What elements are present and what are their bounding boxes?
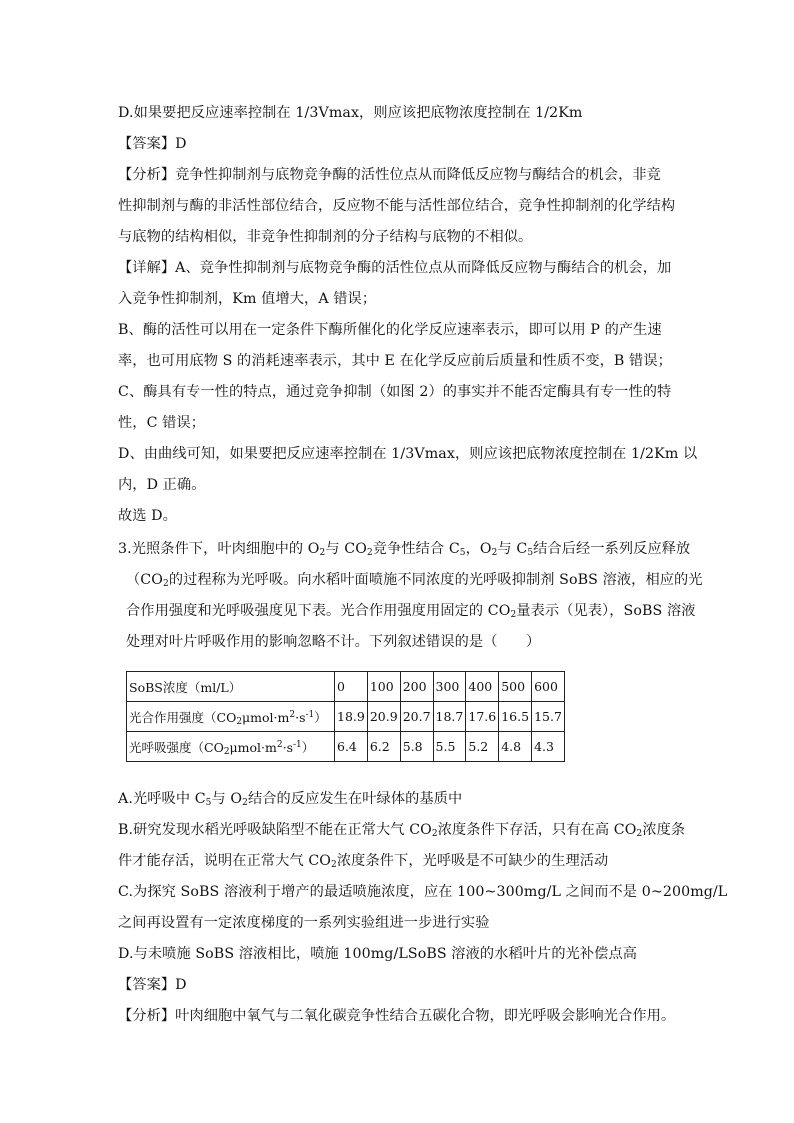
- detail-line-6: 性，C 错误；: [118, 415, 206, 431]
- table-cell: 0: [335, 672, 368, 702]
- table-cell: 5.8: [400, 732, 433, 762]
- answer-line-2: 【答案】D: [118, 977, 187, 993]
- table-cell: 6.4: [335, 732, 368, 762]
- detail-line-4: 率，也可用底物 S 的消耗速率表示，其中 E 在化学反应前后质量和性质不变，B 错误；: [118, 353, 672, 369]
- sobs-data-table: [126, 671, 565, 762]
- detail-line-2: 入竞争性抑制剂，Km 值增大，A 错误；: [118, 291, 377, 307]
- analysis-line-2: 性抑制剂与酶的非活性部位结合，反应物不能与活性部位结合，竞争性抑制剂的化学结构: [118, 198, 676, 214]
- question-3-line-2: （$CO_2$的过程称为光呼吸。向水稻叶面喷施不同浓度的光呼吸抑制剂 SoBS 溶液，相应的光: [126, 572, 703, 589]
- detail-line-7: D、由曲线可知，如果要把反应速率控制在 1/3Vmax，则应该把底物浓度控制在 1/2Km 以: [118, 446, 698, 462]
- detail-line-1: 【详解】A、竞争性抑制剂与底物竞争酶的活性位点从而降低反应物与酶结合的机会，加: [118, 260, 672, 276]
- table-header-label: SoBS浓度（ml/L）: [127, 672, 335, 702]
- option-d-line: D.如果要把反应速率控制在 1/3Vmax，则应该把底物浓度控制在 1/2Km: [118, 105, 583, 121]
- table-cell: 4.3: [532, 732, 565, 762]
- table-cell: 20.9: [367, 702, 400, 732]
- table-cell: 18.7: [433, 702, 466, 732]
- question-3-line-4: 处理对叶片呼吸作用的影响忽略不计。下列叙述错误的是（ ）: [126, 634, 541, 650]
- answer-line: 【答案】D: [118, 136, 187, 152]
- table-cell: 20.7: [400, 702, 433, 732]
- table-row-label: 光呼吸强度$(CO_2\mu mol\cdot m^2\cdot s^{-1})$: [127, 732, 335, 762]
- table-cell: 600: [532, 672, 565, 702]
- table-cell: 400: [466, 672, 499, 702]
- option-c-line-1: C.为探究 SoBS 溶液利于增产的最适喷施浓度，应在 100~300mg/L 之间而不是 0~200mg/L: [118, 884, 728, 900]
- table-cell: 500: [499, 672, 532, 702]
- question-3-line-1: 3.光照条件下，叶肉细胞中的 $O_2$与 $CO_2$竞争性结合 $C_5$，$O_2$与 $C_5$结合后经一系列反应释放: [118, 541, 691, 558]
- table-cell: 4.8: [499, 732, 532, 762]
- table-cell: 5.5: [433, 732, 466, 762]
- option-b-line-1: B.研究发现水稻光呼吸缺陷型不能在正常大气 $CO_2$浓度条件下存活，只有在高 $CO_2$浓度条: [118, 822, 686, 839]
- analysis-line-final: 【分析】叶肉细胞中氧气与二氧化碳竞争性结合五碳化合物，即光呼吸会影响光合作用。: [118, 1008, 676, 1024]
- table-row-photosynthesis: [127, 702, 565, 732]
- table-cell: 200: [400, 672, 433, 702]
- table-row-photorespiration: [127, 732, 565, 762]
- table-cell: 6.2: [367, 732, 400, 762]
- detail-line-3: B、酶的活性可以用在一定条件下酶所催化的化学反应速率表示，即可以用 P 的产生速: [118, 322, 662, 338]
- table-cell: 15.7: [532, 702, 565, 732]
- table-cell: 16.5: [499, 702, 532, 732]
- table-cell: 300: [433, 672, 466, 702]
- analysis-line-3: 与底物的结构相似，非竞争性抑制剂的分子结构与底物的不相似。: [118, 229, 533, 245]
- analysis-line-1: 【分析】竞争性抑制剂与底物竞争酶的活性位点从而降低反应物与酶结合的机会，非竞: [118, 167, 661, 183]
- detail-line-5: C、酶具有专一性的特点，通过竞争抑制（如图 2）的事实并不能否定酶具有专一性的特: [118, 384, 672, 400]
- table-header-row: [127, 672, 565, 702]
- option-b-line-2: 件才能存活，说明在正常大气 $CO_2$浓度条件下，光呼吸是不可缺少的生理活动: [118, 853, 609, 870]
- table-cell: 100: [367, 672, 400, 702]
- option-c-line-2: 之间再设置有一定浓度梯度的一系列实验组进一步进行实验: [118, 915, 490, 931]
- table-row-label: 光合作用强度$(CO_2\mu mol\cdot m^2\cdot s^{-1})$: [127, 702, 335, 732]
- table-cell: 17.6: [466, 702, 499, 732]
- table-cell: 5.2: [466, 732, 499, 762]
- table-cell: 18.9: [335, 702, 368, 732]
- option-a-line: A.光呼吸中 $C_5$与 $O_2$结合的反应发生在叶绿体的基质中: [118, 791, 463, 808]
- option-d2-line: D.与未喷施 SoBS 溶液相比，喷施 100mg/LSoBS 溶液的水稻叶片的光补偿点高: [118, 946, 638, 962]
- detail-line-8: 内，D 正确。: [118, 477, 206, 493]
- conclusion-line: 故选 D。: [118, 508, 177, 524]
- question-3-line-3: 合作用强度和光呼吸强度见下表。光合作用强度用固定的 $CO_2$量表示（见表），SoBS 溶液: [126, 603, 696, 620]
